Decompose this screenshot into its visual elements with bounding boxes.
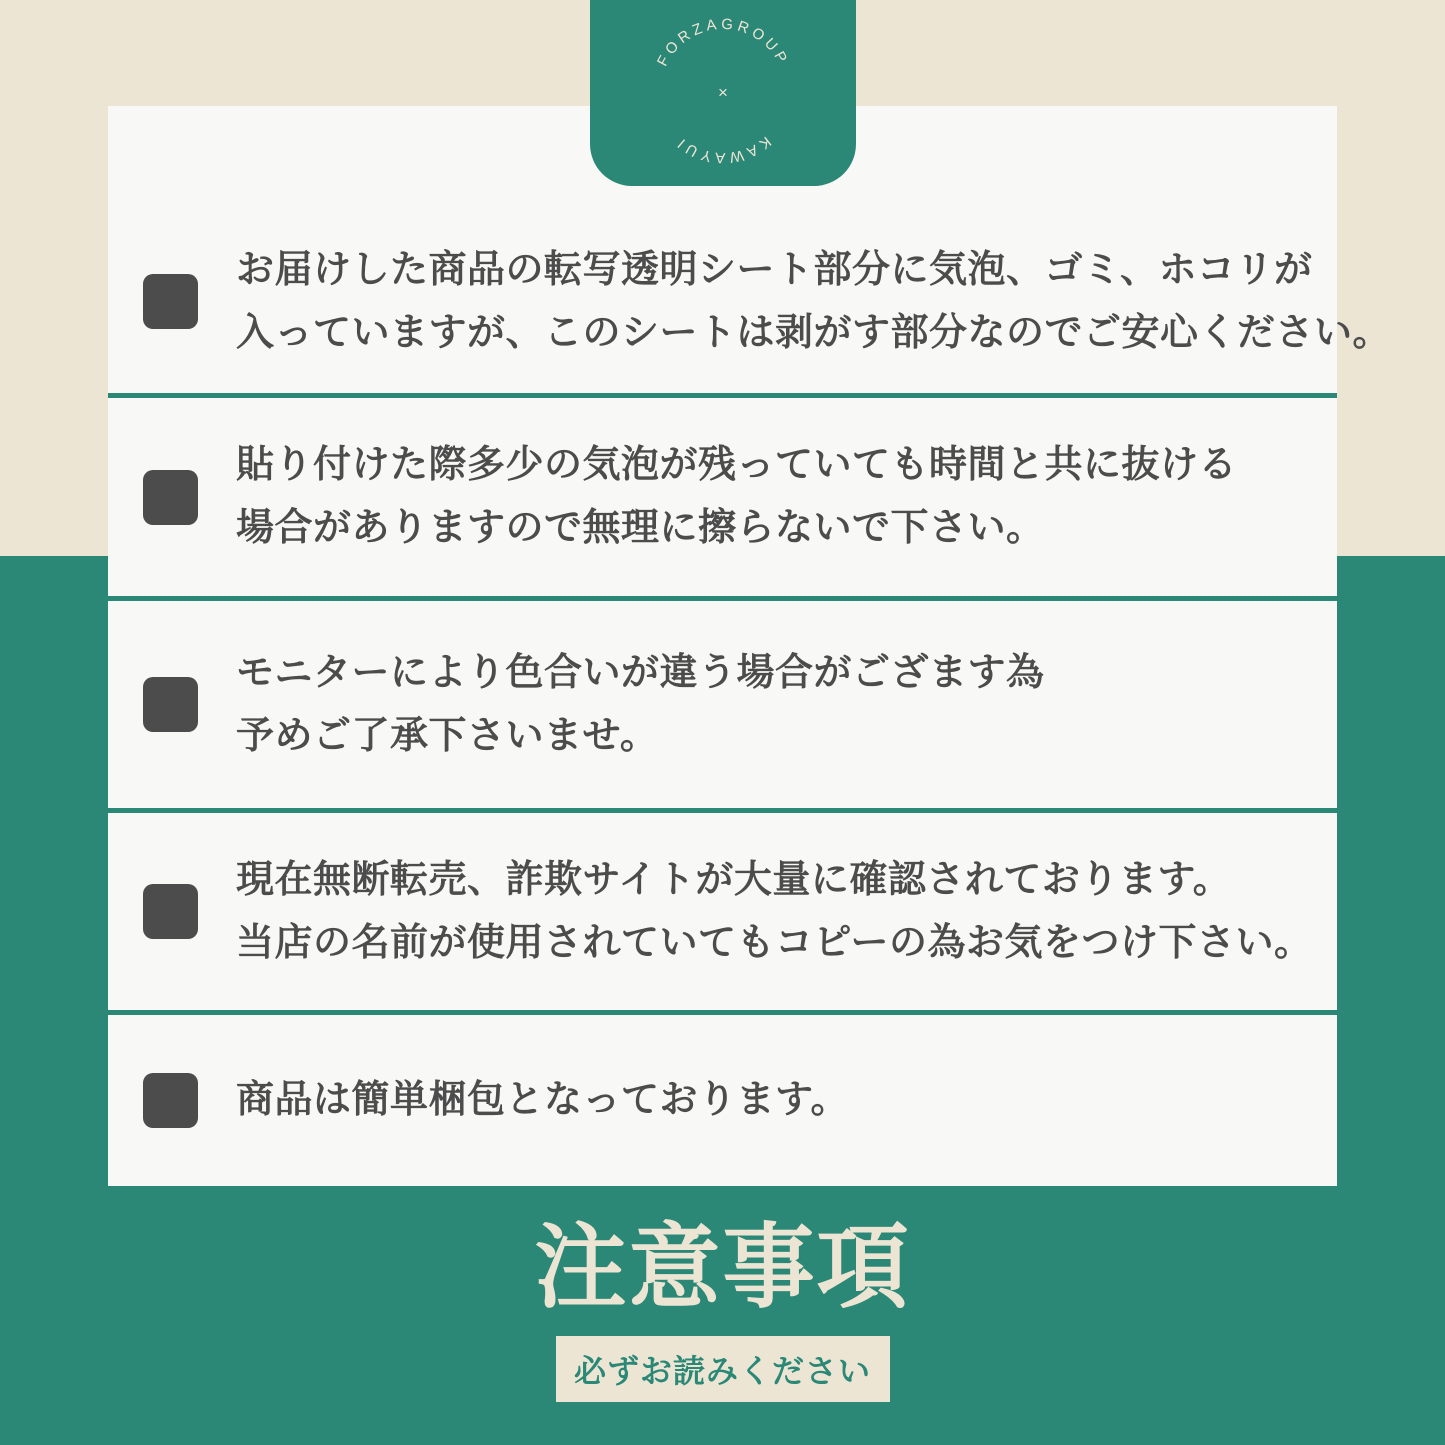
checkbox-bullet-icon — [143, 677, 198, 732]
notice-line: 当店の名前が使用されていてもコピーの為お気をつけ下さい。 — [236, 921, 1313, 964]
brand-top-arc-text: FORZAGROUP — [653, 15, 792, 70]
notice-text — [236, 849, 1312, 975]
notice-text — [236, 239, 1391, 365]
svg-text:KAWAYUI — [671, 133, 774, 167]
svg-text:FORZAGROUP — [653, 16, 791, 69]
notice-line: 場合がありますので無理に擦らないで下さい。 — [236, 507, 1045, 549]
notice-line: 商品は簡単梱包となっております。 — [236, 1079, 849, 1121]
brand-circle-logo — [640, 8, 806, 174]
brand-separator-icon: × — [717, 83, 728, 102]
notice-line: 現在無断転売、詐欺サイトが大量に確認されております。 — [236, 858, 1232, 901]
notice-item — [108, 393, 1337, 596]
notice-line: お届けした商品の転写透明シート部分に気泡、ゴミ、ホコリが — [236, 248, 1313, 291]
notice-line: モニターにより色合いが違う場合がござます為 — [236, 651, 1045, 694]
notice-item — [108, 596, 1337, 808]
notice-item — [108, 1010, 1337, 1186]
brand-bottom-arc-text: KAWAYUI — [670, 132, 774, 167]
notice-line: 入っていますが、このシートは剥がす部分なのでご安心ください。 — [236, 311, 1392, 354]
notice-line: 予めご了承下さいませ。 — [236, 714, 659, 757]
checkbox-bullet-icon — [143, 470, 198, 525]
notice-text — [236, 1069, 849, 1132]
checkbox-bullet-icon — [143, 274, 198, 329]
page-title: 注意事項 — [534, 1217, 911, 1319]
notice-text — [236, 434, 1237, 560]
checkbox-bullet-icon — [143, 1073, 198, 1128]
read-me-button[interactable]: 必ずお読みください — [556, 1336, 890, 1402]
notice-item — [108, 808, 1337, 1010]
notice-panel — [108, 106, 1392, 1186]
notice-text — [236, 642, 1045, 768]
brand-badge — [590, 0, 856, 186]
notice-line: 貼り付けた際多少の気泡が残っていても時間と共に抜ける — [236, 444, 1238, 486]
checkbox-bullet-icon — [143, 884, 198, 939]
